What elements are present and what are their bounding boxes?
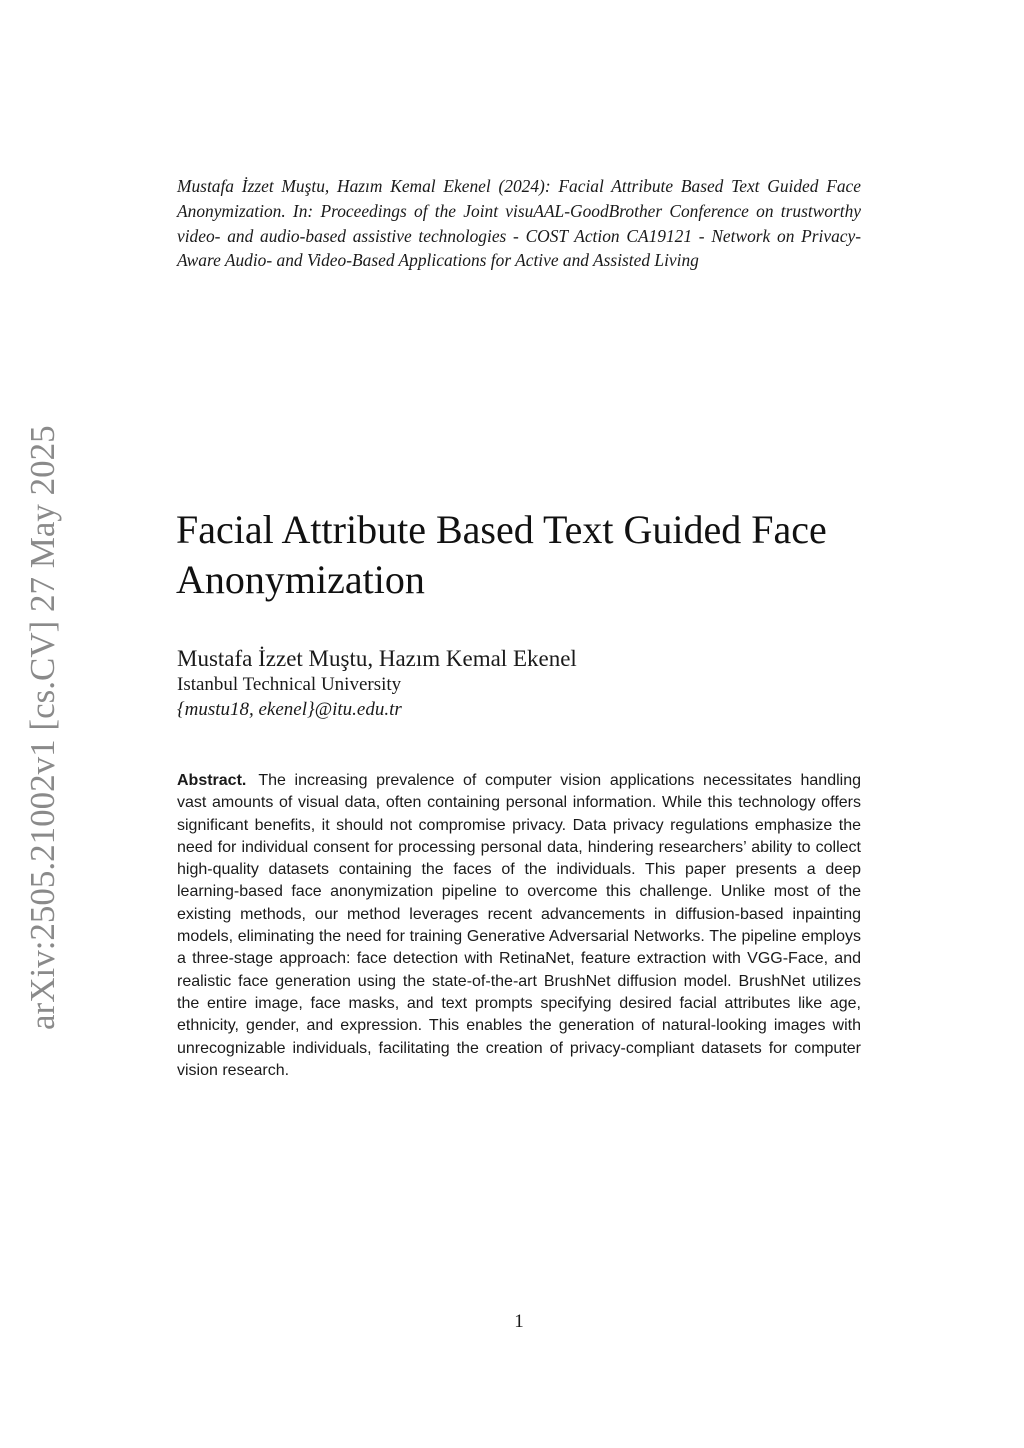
abstract (177, 770, 861, 1082)
arxiv-identifier-stamp: arXiv:2505.21002v1 [cs.CV] 27 May 2025 (23, 425, 62, 1030)
citation-note: Mustafa İzzet Muştu, Hazım Kemal Ekenel (2024): Facial Attribute Based Text Guided Face Anonymization. In: Proceedings of the Joint visuAAL-GoodBrother Conference on trustworthy video- and audio-based assistive technologies - COST Action CA19121 - Network on Privacy-Aware Audio- and Video-Based Applications for Active and Assisted Living (177, 176, 861, 271)
abstract-text: The increasing prevalence of computer vision applications necessitates handling vast amounts of visual data, often containing personal information. While this technology offers significant benefits, it should not compromise privacy. Data privacy regulations emphasize the need for individual consent for processing personal data, hindering researchers’ ability to collect high-quality datasets containing the faces of the individuals. This paper presents a deep learning-based face anonymization pipeline to overcome this challenge. Unlike most of the existing methods, our method leverages recent advancements in diffusion-based inpainting models, eliminating the need for training Generative Adversarial Networks. The pipeline employs a three-stage approach: face detection with RetinaNet, feature extraction with VGG-Face, and realistic face generation using the state-of-the-art BrushNet diffusion model. BrushNet utilizes the entire image, face masks, and text prompts specifying desired facial attributes like age, ethnicity, gender, and expression. This enables the generation of natural-looking images with unrecognizable individuals, facilitating the creation of privacy-compliant datasets for computer vision research. (177, 772, 861, 1079)
author-list: Mustafa İzzet Muştu, Hazım Kemal Ekenel (177, 646, 577, 671)
author-affiliation: Istanbul Technical University (177, 674, 402, 695)
page-number: 1 (514, 1311, 524, 1332)
paper-title: Facial Attribute Based Text Guided Face Anonymization (176, 507, 827, 602)
author-email: {mustu18, ekenel}@itu.edu.tr (177, 699, 402, 720)
abstract-label: Abstract. (177, 772, 247, 789)
